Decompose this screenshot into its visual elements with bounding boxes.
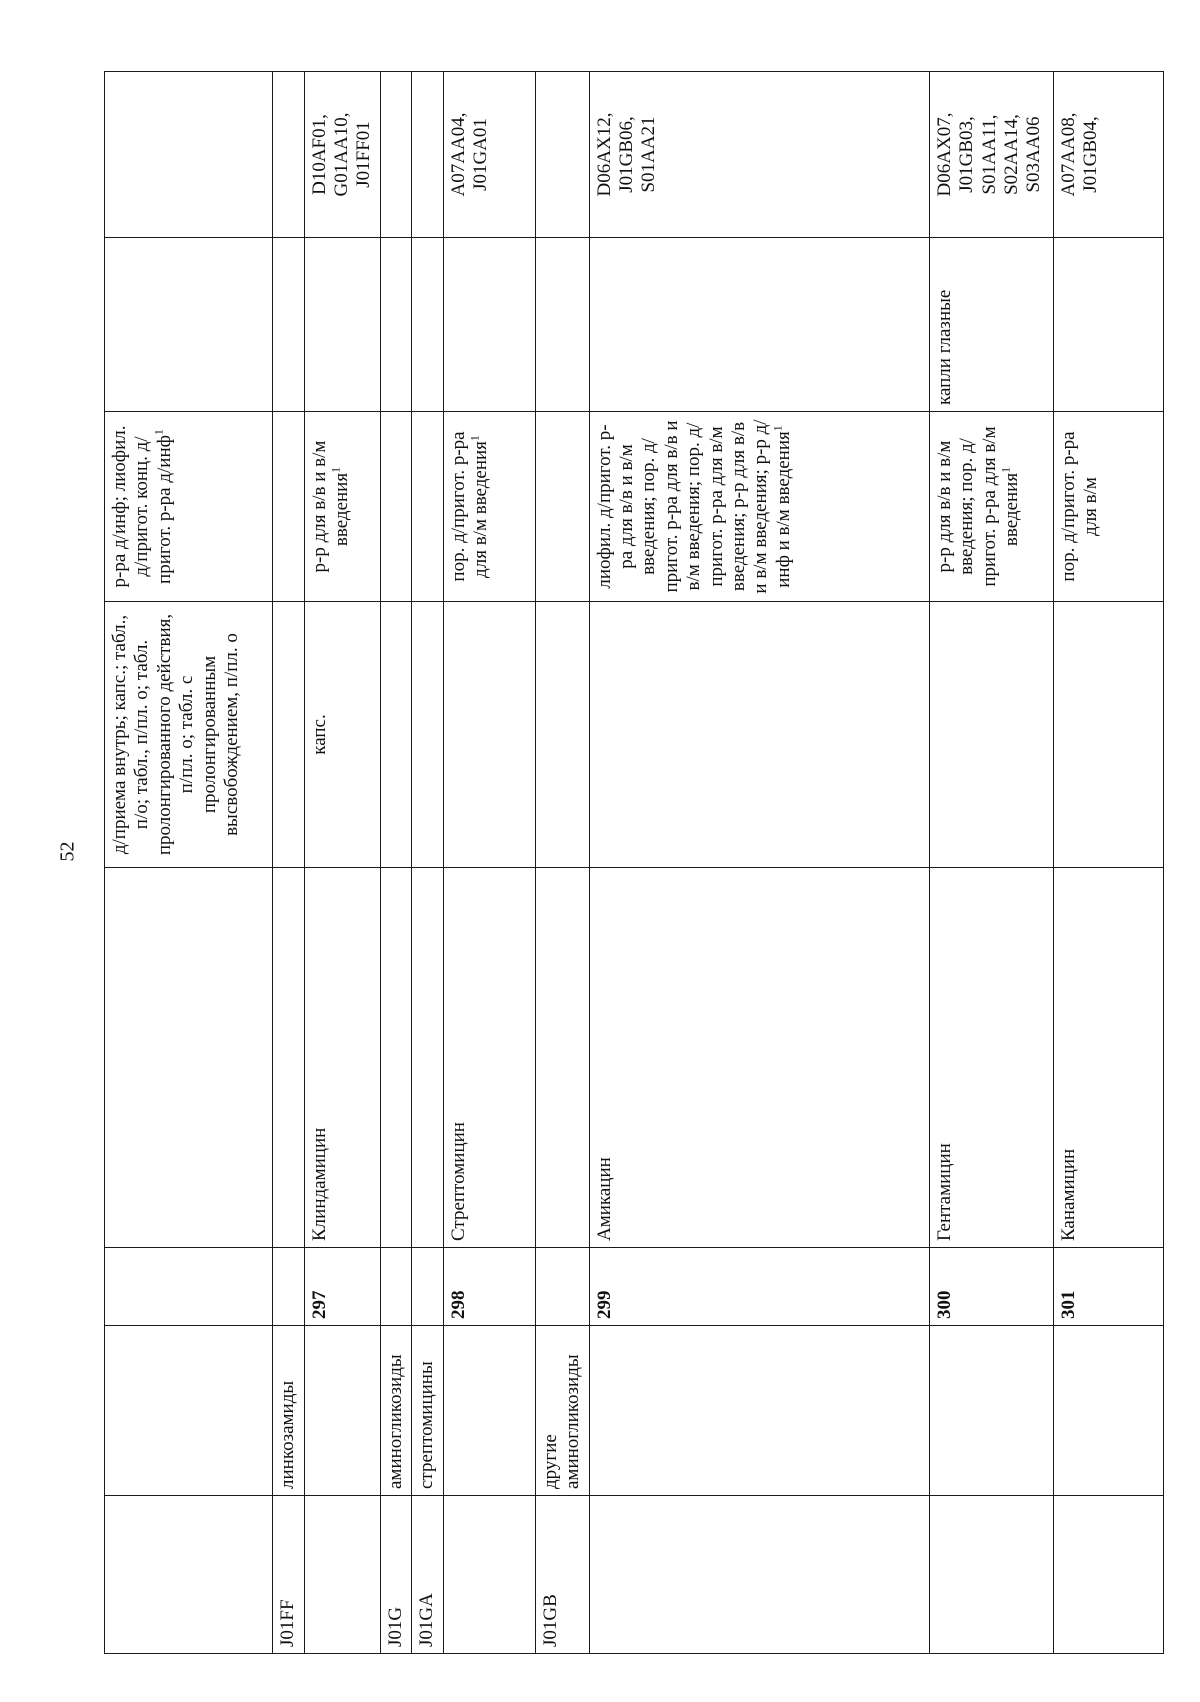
cell-name	[1053, 868, 1163, 1248]
cell-dosage-oral	[589, 602, 929, 868]
cell-dosage-injection	[380, 412, 411, 602]
cell-code	[589, 1496, 929, 1654]
cell-eye	[412, 238, 443, 412]
cell-dosage-oral	[304, 602, 380, 868]
cell-num	[273, 1248, 304, 1326]
cell-eye	[929, 238, 1053, 412]
footnote-mark: 1	[998, 466, 1013, 473]
cell-group-text: другие аминогликозиды	[539, 1354, 584, 1489]
table-row	[443, 72, 535, 1654]
cell-num-text: 299	[593, 1290, 615, 1319]
cell-atc	[105, 72, 273, 238]
cell-dosage-injection-text: лиофил. д/пригот. р-ра для в/в и в/м введения; пор. д/пригот. р-ра для в/в и в/м введения; пор. д/пригот. р-ра для в/м введения; р-р для в/в и в/м введения; р-р д/инф и в/м введения	[593, 419, 794, 594]
cell-group	[105, 1326, 273, 1496]
cell-code-text: J01GA	[416, 1593, 438, 1647]
cell-code-text: J01G	[384, 1606, 406, 1647]
cell-num-text: 300	[933, 1290, 955, 1319]
cell-atc	[929, 72, 1053, 238]
cell-group	[273, 1326, 304, 1496]
cell-num	[443, 1248, 535, 1326]
cell-name	[304, 868, 380, 1248]
cell-name	[443, 868, 535, 1248]
cell-dosage-oral: д/приема внутрь; капс.; табл., п/о; табл., п/пл. о; табл. пролонгированного действия, п/пл. о; табл. с пролонгированным высвобождением, п/пл. о	[105, 602, 273, 868]
cell-dosage-injection-text: р-р для в/в и в/м введения; пор. д/пригот. р-ра для в/м введения	[933, 426, 1022, 587]
footnote-mark: 1	[770, 425, 785, 432]
cell-dosage-injection	[273, 412, 304, 602]
cell-dosage-injection	[412, 412, 443, 602]
cell-dosage-oral	[273, 602, 304, 868]
cell-code	[535, 1496, 589, 1654]
table-row	[380, 72, 411, 1654]
cell-eye	[443, 238, 535, 412]
cell-atc	[380, 72, 411, 238]
cell-num	[535, 1248, 589, 1326]
cell-dosage-oral-text: капс.	[308, 714, 330, 755]
cell-group-text: аминогликозиды	[384, 1354, 406, 1489]
cell-num	[589, 1248, 929, 1326]
cell-group	[1053, 1326, 1163, 1496]
cell-name	[105, 868, 273, 1248]
cell-atc-text: D06AX07, J01GB03, S01AA11, S02AA14, S03AA06	[933, 112, 1045, 197]
cell-eye	[304, 238, 380, 412]
footnote-mark: 1	[467, 435, 482, 442]
cell-dosage-oral	[412, 602, 443, 868]
cell-dosage-injection-text: пор. д/пригот. р-ра для в/м	[1057, 431, 1102, 582]
cell-atc	[535, 72, 589, 238]
cell-group	[443, 1326, 535, 1496]
cell-name	[589, 868, 929, 1248]
cell-dosage-oral	[1053, 602, 1163, 868]
cell-group	[304, 1326, 380, 1496]
cell-atc	[589, 72, 929, 238]
cell-code	[929, 1496, 1053, 1654]
cell-num-text: 301	[1057, 1290, 1079, 1319]
page-number: 52	[56, 841, 79, 862]
cell-num	[380, 1248, 411, 1326]
cell-code	[443, 1496, 535, 1654]
cell-code	[1053, 1496, 1163, 1654]
cell-atc-text: A07AA08, J01GB04,	[1057, 112, 1102, 197]
cell-num	[304, 1248, 380, 1326]
cell-atc	[443, 72, 535, 238]
cell-atc	[273, 72, 304, 238]
cell-code	[304, 1496, 380, 1654]
dosage-injection-text: р-ра д/инф; лиофил. д/пригот. конц. д/пригот. р-ра д/инф	[109, 425, 175, 588]
cell-num	[105, 1248, 273, 1326]
cell-eye	[273, 238, 304, 412]
cell-eye	[589, 238, 929, 412]
table-row-continuation	[105, 72, 273, 1654]
cell-atc	[304, 72, 380, 238]
cell-dosage-injection	[105, 412, 273, 602]
cell-eye-text: капли глазные	[933, 289, 955, 405]
cell-group-text: линкозамиды	[277, 1380, 299, 1489]
cell-dosage-injection	[929, 412, 1053, 602]
cell-atc	[1053, 72, 1163, 238]
cell-eye	[535, 238, 589, 412]
table-row	[589, 72, 929, 1654]
cell-code	[105, 1496, 273, 1654]
table-row	[304, 72, 380, 1654]
footnote-mark: 1	[151, 429, 166, 436]
cell-dosage-oral	[443, 602, 535, 868]
cell-code-text: J01FF	[277, 1599, 299, 1647]
cell-eye	[380, 238, 411, 412]
table-row	[929, 72, 1053, 1654]
cell-group	[412, 1326, 443, 1496]
cell-name	[929, 868, 1053, 1248]
cell-name	[380, 868, 411, 1248]
cell-num	[412, 1248, 443, 1326]
cell-code	[380, 1496, 411, 1654]
cell-dosage-injection	[535, 412, 589, 602]
cell-group	[535, 1326, 589, 1496]
cell-num-text: 298	[447, 1290, 469, 1319]
table-container	[104, 72, 1164, 1654]
cell-group	[929, 1326, 1053, 1496]
cell-num-text: 297	[308, 1290, 330, 1319]
footnote-mark: 1	[328, 466, 343, 473]
cell-atc-text: D06AX12, J01GB06, S01AA21	[593, 112, 660, 197]
cell-group-text: стрептомицины	[416, 1361, 438, 1489]
table-row	[273, 72, 304, 1654]
cell-name	[412, 868, 443, 1248]
cell-group	[380, 1326, 411, 1496]
cell-dosage-oral	[929, 602, 1053, 868]
cell-code-text: J01GB	[539, 1594, 561, 1647]
cell-dosage-injection-text: р-р для в/в и в/м введения	[308, 440, 352, 573]
cell-atc-text: D10AF01, G01AA10, J01FF01	[308, 112, 375, 197]
cell-num	[929, 1248, 1053, 1326]
cell-dosage-injection	[443, 412, 535, 602]
cell-name-text: Гентамицин	[933, 1143, 955, 1241]
cell-name	[535, 868, 589, 1248]
cell-dosage-oral	[380, 602, 411, 868]
cell-num	[1053, 1248, 1163, 1326]
cell-name-text: Стрептомицин	[447, 1122, 469, 1241]
cell-name	[273, 868, 304, 1248]
cell-code	[273, 1496, 304, 1654]
cell-dosage-injection	[589, 412, 929, 602]
table-row	[535, 72, 589, 1654]
cell-atc-text: A07AA04, J01GA01	[447, 112, 492, 197]
rotated-table	[104, 72, 1164, 1654]
table-row	[1053, 72, 1163, 1654]
cell-dosage-injection-text: пор. д/пригот. р-ра для в/м введения	[447, 431, 492, 582]
cell-dosage-oral	[535, 602, 589, 868]
cell-dosage-injection	[304, 412, 380, 602]
cell-name-text: Канамицин	[1057, 1148, 1079, 1241]
cell-code	[412, 1496, 443, 1654]
cell-dosage-injection	[1053, 412, 1163, 602]
cell-name-text: Амикацин	[593, 1157, 615, 1241]
drug-table	[104, 71, 1164, 1654]
cell-eye	[105, 238, 273, 412]
cell-group	[589, 1326, 929, 1496]
cell-eye	[1053, 238, 1163, 412]
table-row	[412, 72, 443, 1654]
cell-name-text: Клиндамицин	[308, 1127, 330, 1241]
cell-atc	[412, 72, 443, 238]
